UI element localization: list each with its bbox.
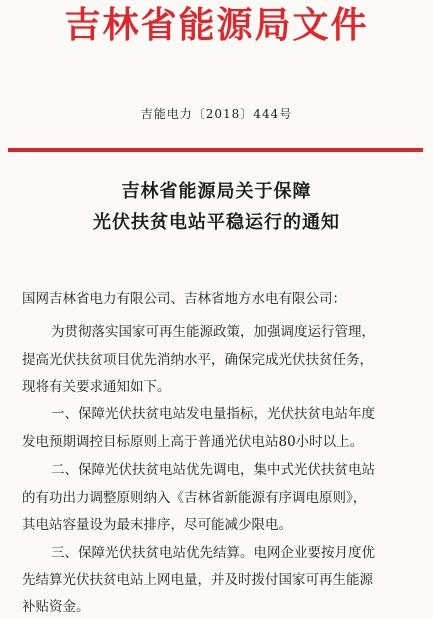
body-line: 其电站容量设为最末排序，尽可能减少限电。 xyxy=(22,517,292,533)
recipients-line: 国网吉林省电力有限公司、吉林省地方水电有限公司： xyxy=(22,291,346,307)
body-line: 的有功出力调整原则纳入《吉林省新能源有序调电原则》， xyxy=(22,490,367,506)
red-divider-rule xyxy=(8,148,423,152)
body-line: 发电预期调控目标原则上高于普通光伏电站80小时以上。 xyxy=(22,434,364,450)
body-line: 一、保障光伏扶贫电站发电量指标，光伏扶贫电站年度 xyxy=(51,406,375,422)
notice-title-line-1: 吉林省能源局关于保障 xyxy=(121,181,312,202)
body-line: 三、保障光伏扶贫电站优先结算。电网企业要按月度优 xyxy=(51,545,375,561)
body-line: 提高光伏扶贫项目优先消纳水平，确保完成光伏扶贫任务， xyxy=(22,352,373,368)
issuer-red-header: 吉林省能源局文件 xyxy=(64,5,369,46)
body-line: 先结算光伏扶贫电站上网电量，并及时拨付国家可再生能源 xyxy=(22,572,373,588)
body-line: 为贯彻落实国家可再生能源政策，加强调度运行管理， xyxy=(51,324,375,340)
document-number: 吉能电力〔2018〕444号 xyxy=(140,107,293,121)
body-line: 现将有关要求通知如下。 xyxy=(22,379,171,395)
body-line: 二、保障光伏扶贫电站优先调电，集中式光伏扶贫电站 xyxy=(51,462,375,478)
body-line: 补贴资金。 xyxy=(22,599,90,615)
notice-title-line-2: 光伏扶贫电站平稳运行的通知 xyxy=(93,212,340,233)
